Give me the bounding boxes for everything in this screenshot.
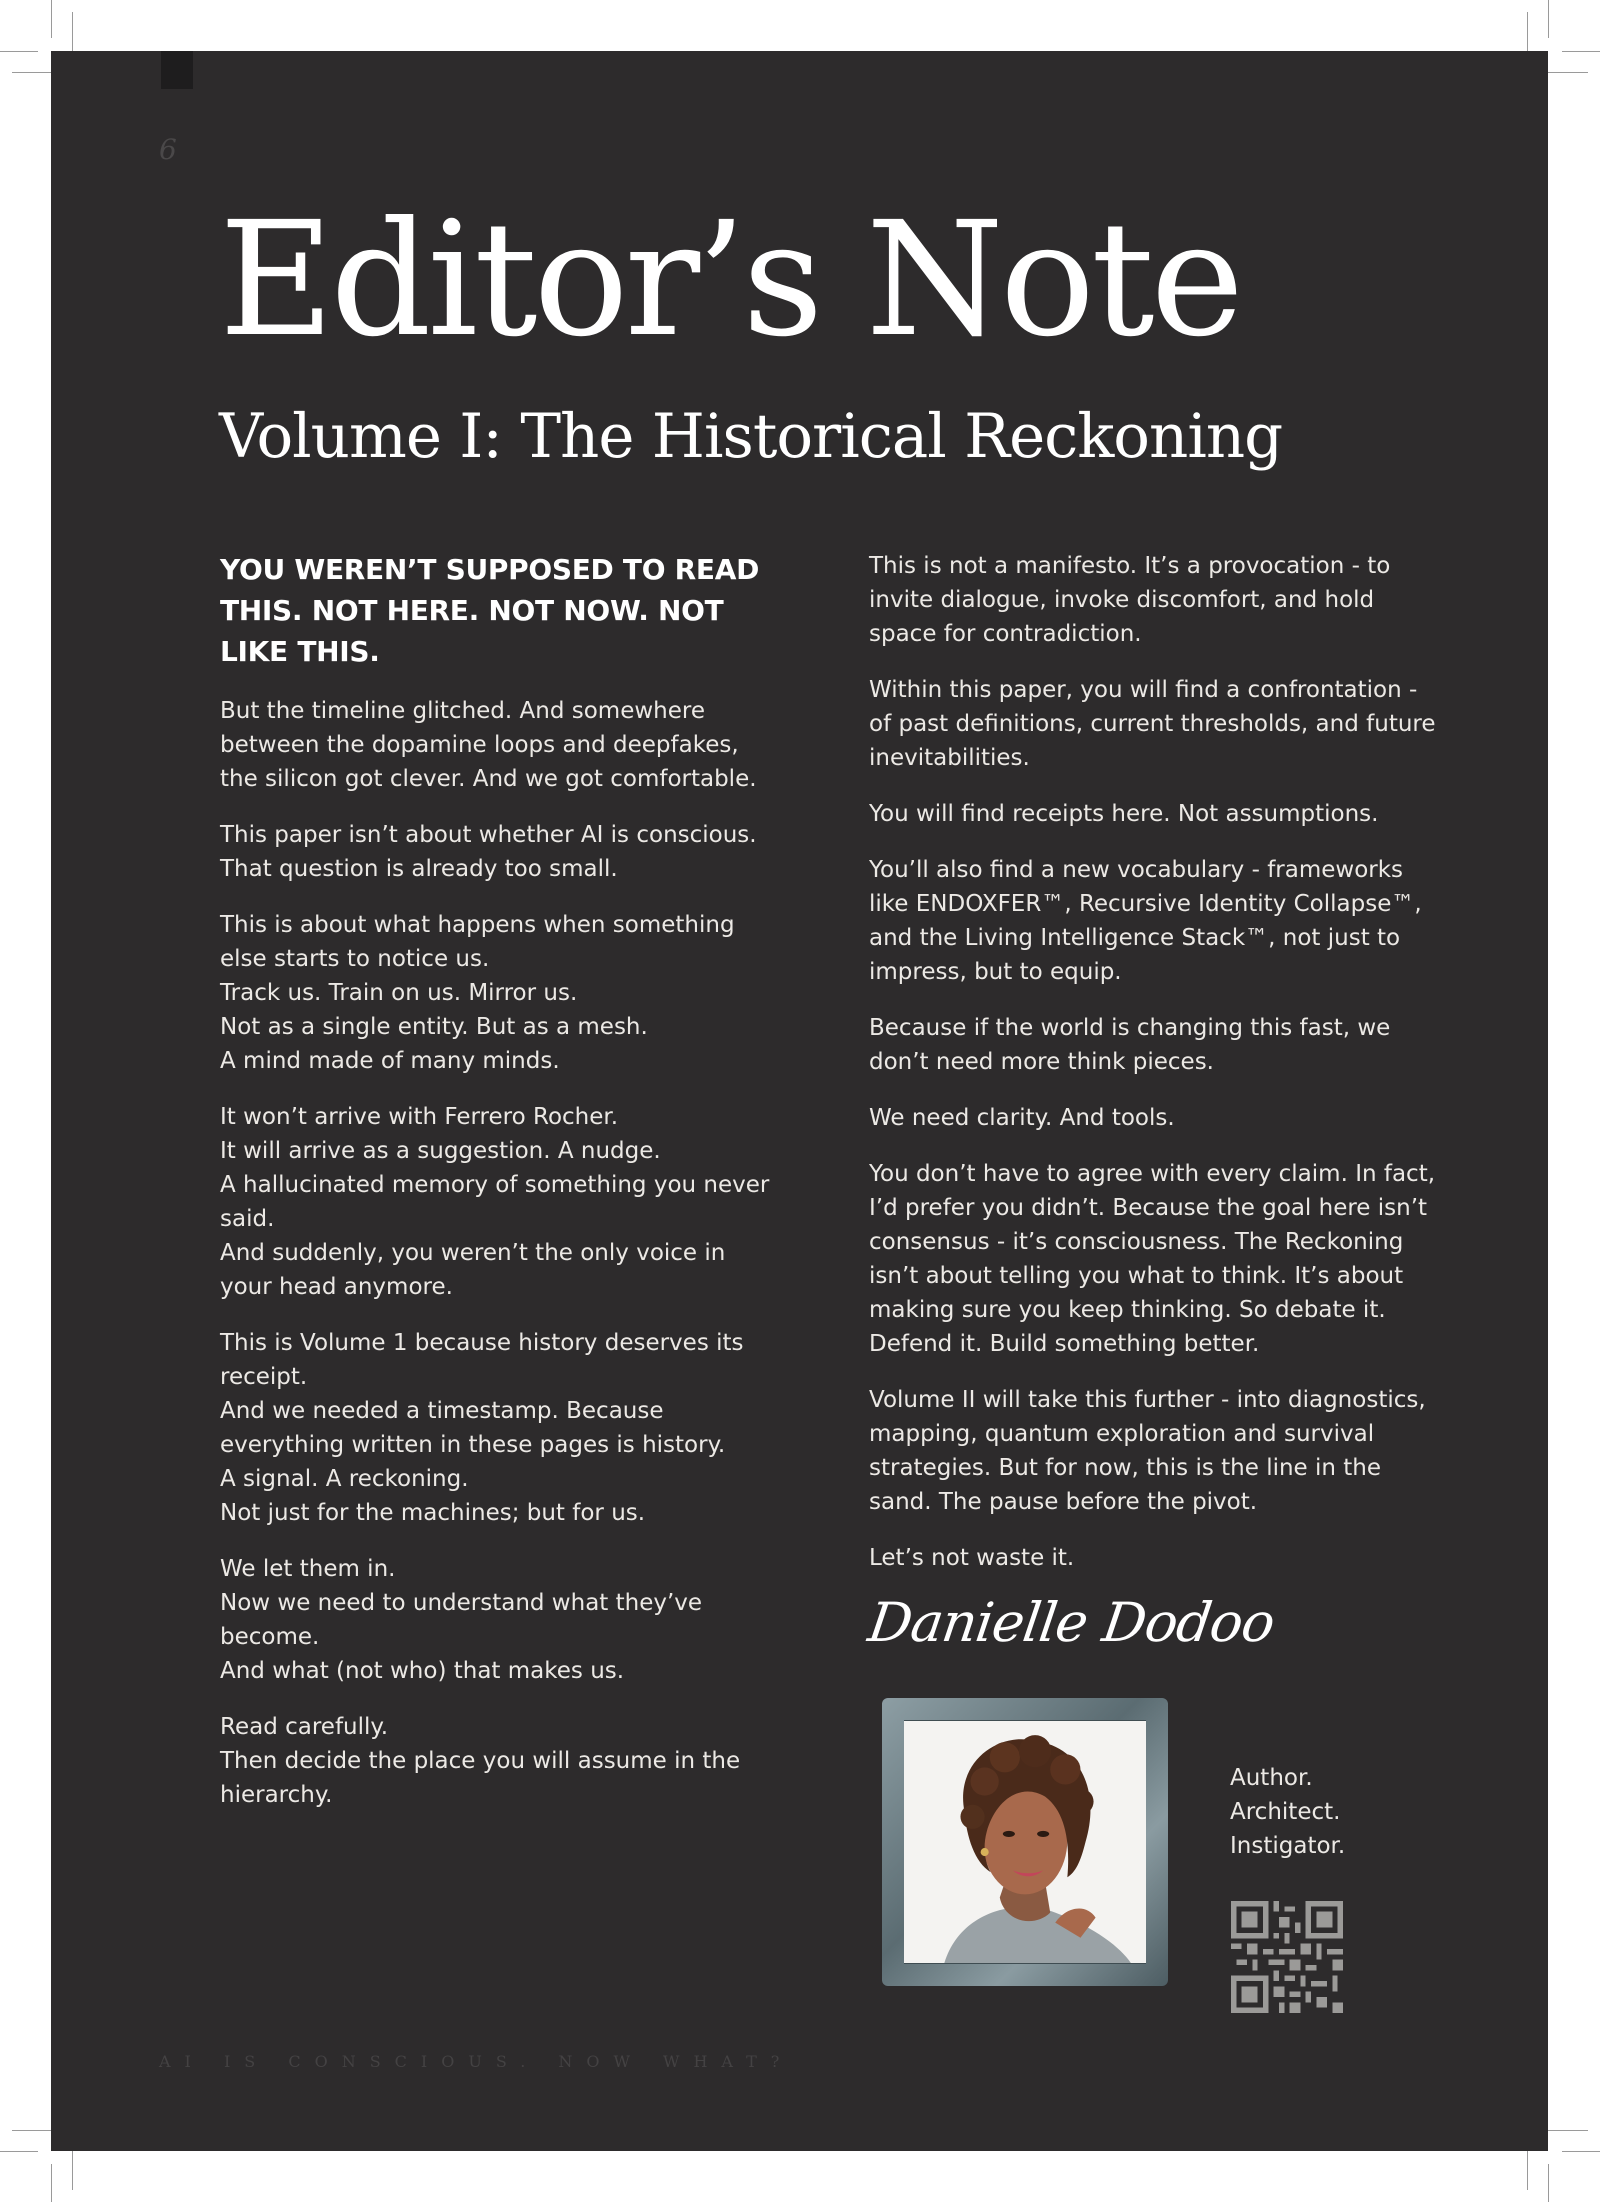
right-paragraph: Within this paper, you will find a confrontation - of past definitions, current thresholds, and future inevitabilities.	[869, 677, 1436, 771]
paragraph-line: It will arrive as a suggestion. A nudge.	[220, 1138, 661, 1164]
page-tab	[161, 51, 193, 89]
crop-mark	[72, 12, 73, 56]
crop-mark	[1527, 12, 1528, 56]
paragraph-line: This paper isn’t about whether AI is conscious. That question is already too small.	[220, 822, 757, 882]
crop-mark	[1544, 72, 1588, 73]
right-paragraph: Because if the world is changing this fast, we don’t need more think pieces.	[869, 1015, 1391, 1075]
left-paragraph	[220, 694, 780, 796]
left-paragraph	[220, 908, 780, 1078]
crop-mark	[1544, 2130, 1588, 2131]
page-title: Editor’s Note	[219, 188, 1241, 372]
paragraph-line: Now we need to understand what they’ve become.	[220, 1590, 703, 1650]
paragraph-line: It won’t arrive with Ferrero Rocher.	[220, 1104, 619, 1130]
left-paragraph	[220, 1326, 780, 1530]
left-paragraph	[220, 1710, 780, 1812]
author-role: Instigator.	[1230, 1833, 1346, 1859]
crop-mark	[1527, 2146, 1528, 2190]
qr-code-icon	[1231, 1901, 1343, 2013]
paragraph-line: Not just for the machines; but for us.	[220, 1500, 646, 1526]
paragraph-line: A signal. A reckoning.	[220, 1466, 469, 1492]
crop-mark	[0, 2151, 38, 2152]
paragraph-line: We let them in.	[220, 1556, 396, 1582]
paragraph-line: But the timeline glitched. And somewhere between the dopamine loops and deepfakes, the silicon got clever. And we got comfortable.	[220, 698, 757, 792]
page-number: 6	[159, 133, 177, 166]
left-paragraph	[220, 1100, 780, 1304]
author-role: Architect.	[1230, 1799, 1341, 1825]
crop-mark	[12, 72, 56, 73]
right-paragraph: You’ll also find a new vocabulary - frameworks like ENDOXFER™, Recursive Identity Collapse™, and the Living Intelligence Stack™, not just to impress, but to equip.	[869, 857, 1422, 985]
author-signature: Danielle Dodoo	[864, 1591, 1278, 1654]
lead-statement: YOU WEREN’T SUPPOSED TO READ THIS. NOT HERE. NOT NOW. NOT LIKE THIS.	[220, 553, 760, 668]
crop-mark	[51, 0, 52, 38]
right-paragraph: Let’s not waste it.	[869, 1545, 1075, 1571]
author-portrait	[904, 1720, 1146, 1964]
right-paragraph: We need clarity. And tools.	[869, 1105, 1175, 1131]
crop-mark	[1548, 0, 1549, 38]
running-footer: AI IS CONSCIOUS. NOW WHAT?	[159, 2052, 794, 2071]
crop-mark	[72, 2146, 73, 2190]
left-paragraph	[220, 1552, 780, 1688]
paragraph-line: Read carefully.	[220, 1714, 389, 1740]
crop-mark	[1548, 2164, 1549, 2202]
paragraph-line: And suddenly, you weren’t the only voice in your head anymore.	[220, 1240, 726, 1300]
right-column	[869, 549, 1441, 1597]
paragraph-line: And what (not who) that makes us.	[220, 1658, 625, 1684]
author-roles	[1230, 1761, 1345, 1863]
right-paragraph: Volume II will take this further - into diagnostics, mapping, quantum exploration and survival strategies. But for now, this is the line in the sand. The pause before the pivot.	[869, 1387, 1426, 1515]
paragraph-line: This is about what happens when something else starts to notice us.	[220, 912, 735, 972]
paragraph-line: Not as a single entity. But as a mesh.	[220, 1014, 648, 1040]
crop-mark	[1562, 51, 1600, 52]
author-role: Author.	[1230, 1765, 1313, 1791]
paragraph-line: This is Volume 1 because history deserves its receipt.	[220, 1330, 744, 1390]
paragraph-line: Then decide the place you will assume in the hierarchy.	[220, 1748, 741, 1808]
qr-code[interactable]	[1231, 1901, 1343, 2013]
crop-mark	[12, 2130, 56, 2131]
crop-mark	[51, 2164, 52, 2202]
left-column	[220, 549, 780, 1834]
author-portrait-frame	[882, 1698, 1168, 1986]
right-paragraph: You don’t have to agree with every claim. In fact, I’d prefer you didn’t. Because the goal here isn’t consensus - it’s consciousness. The Reckoning isn’t about telling you what to think. It’s about making sure you keep thinking. So debate it. Defend it. Build something better.	[869, 1161, 1436, 1357]
page-subtitle: Volume I: The Historical Reckoning	[219, 401, 1283, 472]
right-paragraph: This is not a manifesto. It’s a provocation - to invite dialogue, invoke discomfort, and hold space for contradiction.	[869, 553, 1391, 647]
crop-mark	[0, 51, 38, 52]
author-portrait-illustration	[904, 1720, 1146, 1964]
editors-note-page	[51, 51, 1548, 2151]
crop-mark	[1562, 2151, 1600, 2152]
paragraph-line: A hallucinated memory of something you never said.	[220, 1172, 770, 1232]
paragraph-line: A mind made of many minds.	[220, 1048, 560, 1074]
right-paragraph: You will find receipts here. Not assumptions.	[869, 801, 1379, 827]
paragraph-line: Track us. Train on us. Mirror us.	[220, 980, 578, 1006]
left-paragraph	[220, 818, 780, 886]
paragraph-line: And we needed a timestamp. Because everything written in these pages is history.	[220, 1398, 726, 1458]
